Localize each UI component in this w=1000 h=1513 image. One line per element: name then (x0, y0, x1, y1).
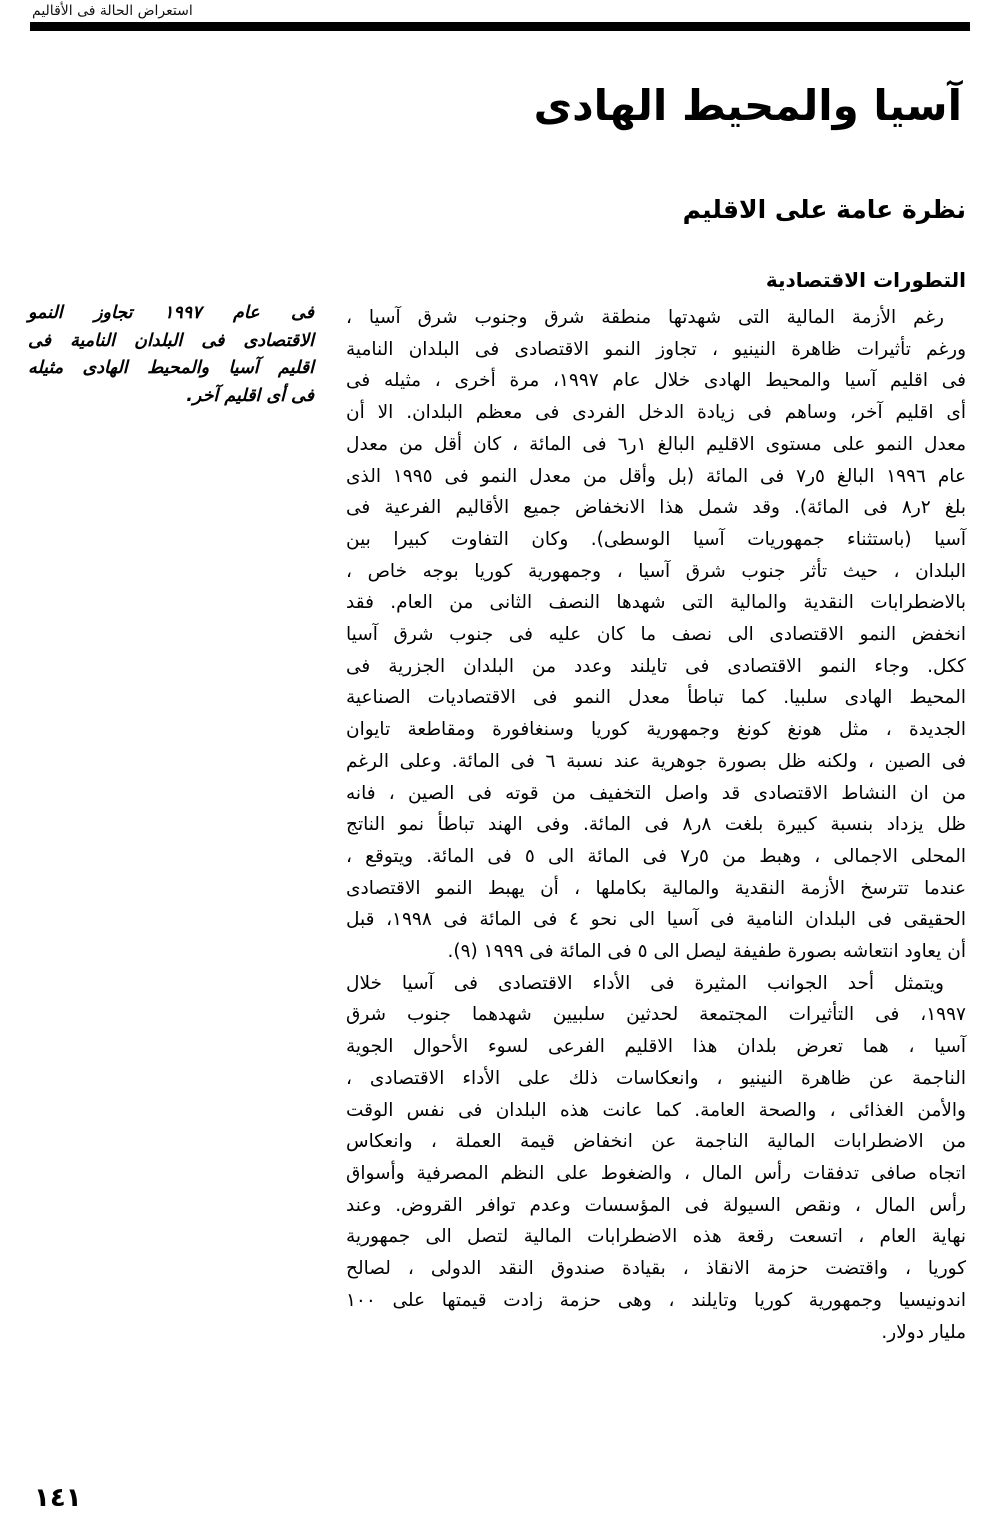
body-line: الناجمة عن ظاهرة النينيو ، وانعكاسات ذلك على الأداء الاقتصادى ، (346, 1067, 966, 1089)
body-line: فى الصين ، ولكنه ظل بصورة جوهرية عند نسبة ٦ فى المائة. وعلى الرغم (346, 750, 966, 772)
body-line: عام ١٩٩٦ البالغ ٥ر٧ فى المائة (بل وأقل من معدل النمو فى ١٩٩٥ الذى (346, 465, 966, 487)
body-line: من ان النشاط الاقتصادى قد واصل التخفيف من قوته فى الصين ، فانه (346, 782, 966, 804)
body-line: أن يعاود انتعاشه بصورة طفيفة ليصل الى ٥ فى المائة فى ١٩٩٩ (٩). (447, 941, 966, 963)
body-line: اتجاه صافى تدفقات رأس المال ، والضغوط على النظم المصرفية وأسواق (346, 1162, 966, 1184)
body-line: من الاضطرابات المالية الناجمة عن انخفاض قيمة العملة ، وانعكاس (346, 1131, 966, 1153)
body-line: المحيط الهادى سلبيا. كما تباطأ معدل النمو فى الاقتصاديات الصناعية (346, 687, 966, 709)
body-line: اندونيسيا وجمهورية كوريا وتايلند ، وهى حزمة زادت قيمتها على ١٠٠ (346, 1289, 966, 1311)
callout-line: فى عام ١٩٩٧ تجاوز النمو (28, 303, 315, 323)
body-line: رغم الأزمة المالية التى شهدتها منطقة شرق وجنوب شرق آسيا ، (346, 307, 944, 328)
body-line: نهاية العام ، اتسعت رقعة هذه الاضطرابات المالية لتصل الى جمهورية (346, 1226, 966, 1248)
body-line: والأمن الغذائى ، والصحة العامة. كما عانت هذه البلدان فى نفس الوقت (346, 1099, 966, 1121)
body-line: آسيا (باستثناء جمهوريات آسيا الوسطى). وكان التفاوت كبيرا بين (346, 528, 966, 550)
body-line: آسيا ، هما تعرض بلدان هذا الاقليم الفرعى لسوء الأحوال الجوية (346, 1036, 966, 1058)
body-line: البلدان ، حيث تأثر جنوب شرق آسيا ، وجمهورية كوريا بوجه خاص ، (346, 560, 966, 582)
body-line: أى اقليم آخر، وساهم فى زيادة الدخل الفردى فى معظم البلدان. الا أن (346, 402, 966, 424)
body-text (346, 302, 966, 1348)
body-line: مليار دولار. (881, 1321, 966, 1343)
body-line: ظل يزداد بنسبة كبيرة بلغت ٨ر٨ فى المائة. وفى الهند تباطأ نمو الناتج (346, 814, 966, 836)
callout-line: فى أى اقليم آخر. (186, 385, 314, 406)
body-line: بالاضطرابات النقدية والمالية التى شهدها النصف الثانى من العام. فقد (346, 592, 966, 614)
callout-line: الاقتصادى فى البلدان النامية فى (28, 330, 314, 351)
body-line: الحقيقى فى البلدان النامية فى آسيا الى نحو ٤ فى المائة فى ١٩٩٨، قبل (346, 909, 966, 931)
page-number: ١٤١ (34, 1483, 82, 1513)
body-line: الجديدة ، مثل هونغ كونغ وجمهورية كوريا وسنغافورة ومقاطعة تايوان (346, 719, 966, 741)
body-line: ورغم تأثيرات ظاهرة النينيو ، تجاوز النمو الاقتصادى فى البلدان النامية (346, 338, 966, 360)
callout-line: اقليم آسيا والمحيط الهادى مثيله (28, 358, 314, 378)
body-line: ويتمثل أحد الجوانب المثيرة فى الأداء الاقتصادى فى آسيا خلال (346, 972, 944, 994)
body-line: ككل. وجاء النمو الاقتصادى فى تايلند وعدد من البلدان الجزرية فى (346, 655, 966, 677)
body-line: المحلى الاجمالى ، وهبط من ٥ر٧ فى المائة الى ٥ فى المائة. ويتوقع ، (346, 845, 966, 867)
body-line: فى اقليم آسيا والمحيط الهادى خلال عام ١٩٩٧، مرة أخرى ، مثيله فى (346, 370, 966, 392)
subsection-title: التطورات الاقتصادية (765, 268, 966, 292)
sidebar-callout (28, 300, 314, 410)
body-line: انخفض النمو الاقتصادى الى نصف ما كان عليه فى جنوب شرق آسيا (346, 624, 966, 646)
body-line: رأس المال ، ونقص السيولة فى المؤسسات وعدم توافر القروض. وعند (346, 1194, 966, 1216)
body-line: بلغ ٢ر٨ فى المائة). وقد شمل هذا الانخفاض جميع الأقاليم الفرعية فى (346, 497, 966, 519)
body-line: ١٩٩٧، فى التأثيرات المجتمعة لحدثين سلبيين شهدهما جنوب شرق (346, 1004, 966, 1026)
section-title: نظرة عامة على الاقليم (682, 195, 966, 224)
running-header: استعراض الحالة فى الأقاليم (32, 3, 193, 19)
header-rule (30, 22, 970, 31)
body-line: كوريا ، واقتضت حزمة الانقاذ ، بقيادة صندوق النقد الدولى ، لصالح (346, 1258, 966, 1280)
body-line: معدل النمو على مستوى الاقليم البالغ ١ر٦ فى المائة ، كان أقل من معدل (346, 433, 967, 455)
chapter-title: آسيا والمحيط الهادى (533, 81, 962, 130)
body-line: عندما تترسخ الأزمة النقدية والمالية بكاملها ، أن يهبط النمو الاقتصادى (346, 877, 966, 899)
